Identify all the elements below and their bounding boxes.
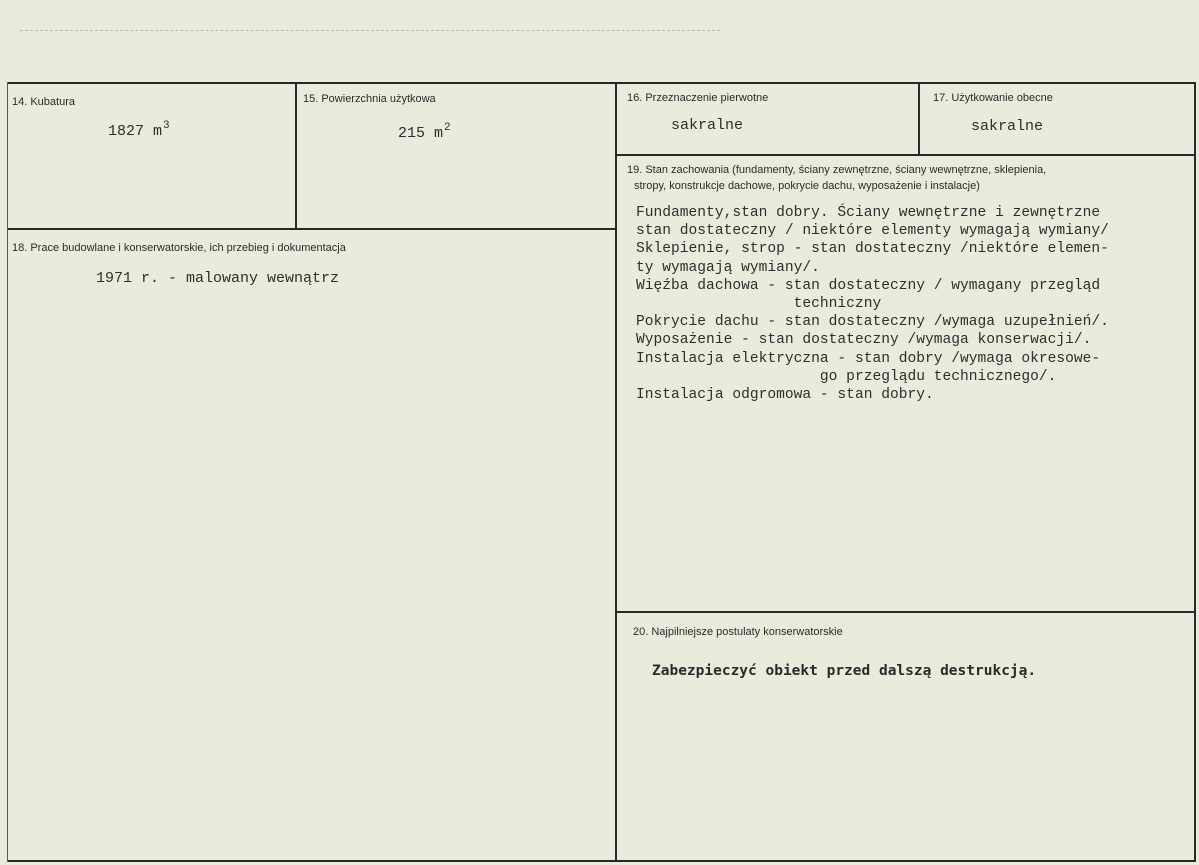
rule-left-edge <box>7 82 8 862</box>
condition-line: Fundamenty,stan dobry. Ściany wewnętrzne i zewnętrzne <box>636 205 1101 221</box>
rule-h-155 <box>615 154 1195 156</box>
field-14-value-text: 1827 m <box>108 123 163 140</box>
condition-line: Więźba dachowa - stan dostateczny / wymagany przegląd <box>636 277 1101 294</box>
field-15-unit-sup: 2 <box>444 122 451 134</box>
field-14-label: 14. Kubatura <box>12 96 75 108</box>
rule-top <box>8 82 1195 84</box>
field-19-label-line2: stropy, konstrukcje dachowe, pokrycie dachu, wyposażenie i instalacje) <box>634 180 980 192</box>
condition-line: Pokrycie dachu - stan dostateczny /wymaga uzupełnień/. <box>636 314 1109 331</box>
condition-line: ty wymagają wymiany/. <box>636 259 820 276</box>
rule-bottom <box>8 860 1195 862</box>
field-18-label: 18. Prace budowlane i konserwatorskie, ich przebieg i dokumentacja <box>12 242 346 254</box>
rule-v-616 <box>615 82 617 862</box>
condition-line: Instalacja odgromowa - stan dobry. <box>636 387 934 404</box>
field-18-value: 1971 r. - malowany wewnątrz <box>96 270 340 287</box>
condition-line: Sklepienie, strop - stan dostateczny /niektóre elemen- <box>636 241 1109 258</box>
field-20-label: 20. Najpilniejsze postulaty konserwatorskie <box>633 626 843 638</box>
field-19-condition-text <box>636 204 1109 404</box>
field-20-value: Zabezpieczyć obiekt przed dalszą destrukcją. <box>652 663 1037 679</box>
field-16-label: 16. Przeznaczenie pierwotne <box>627 92 769 104</box>
field-14-value <box>108 120 170 140</box>
field-15-value-text: 215 m <box>398 125 444 142</box>
rule-v-295 <box>295 82 297 229</box>
condition-line: Wyposażenie - stan dostateczny /wymaga konserwacji/. <box>636 332 1092 349</box>
rule-h-612 <box>615 611 1195 613</box>
condition-line: techniczny <box>636 296 882 313</box>
field-19-label-line1: 19. Stan zachowania (fundamenty, ściany zewnętrzne, ściany wewnętrzne, sklepienia, <box>627 164 1047 176</box>
condition-line: Instalacja elektryczna - stan dobry /wymaga okresowe- <box>636 350 1101 367</box>
field-17-value: sakralne <box>971 118 1044 135</box>
rule-v-919 <box>918 82 920 155</box>
field-14-unit-sup: 3 <box>163 120 170 132</box>
condition-line: stan dostateczny / niektóre elementy wymagają wymiany/ <box>636 223 1109 240</box>
rule-h-229 <box>8 228 617 230</box>
condition-line: go przeglądu technicznego/. <box>636 368 1057 385</box>
field-16-value: sakralne <box>671 117 744 134</box>
field-17-label: 17. Użytkowanie obecne <box>933 92 1053 104</box>
rule-right-edge <box>1194 82 1196 862</box>
field-15-value <box>398 122 451 142</box>
field-15-label: 15. Powierzchnia użytkowa <box>303 93 436 105</box>
top-faint-rule <box>20 30 720 32</box>
